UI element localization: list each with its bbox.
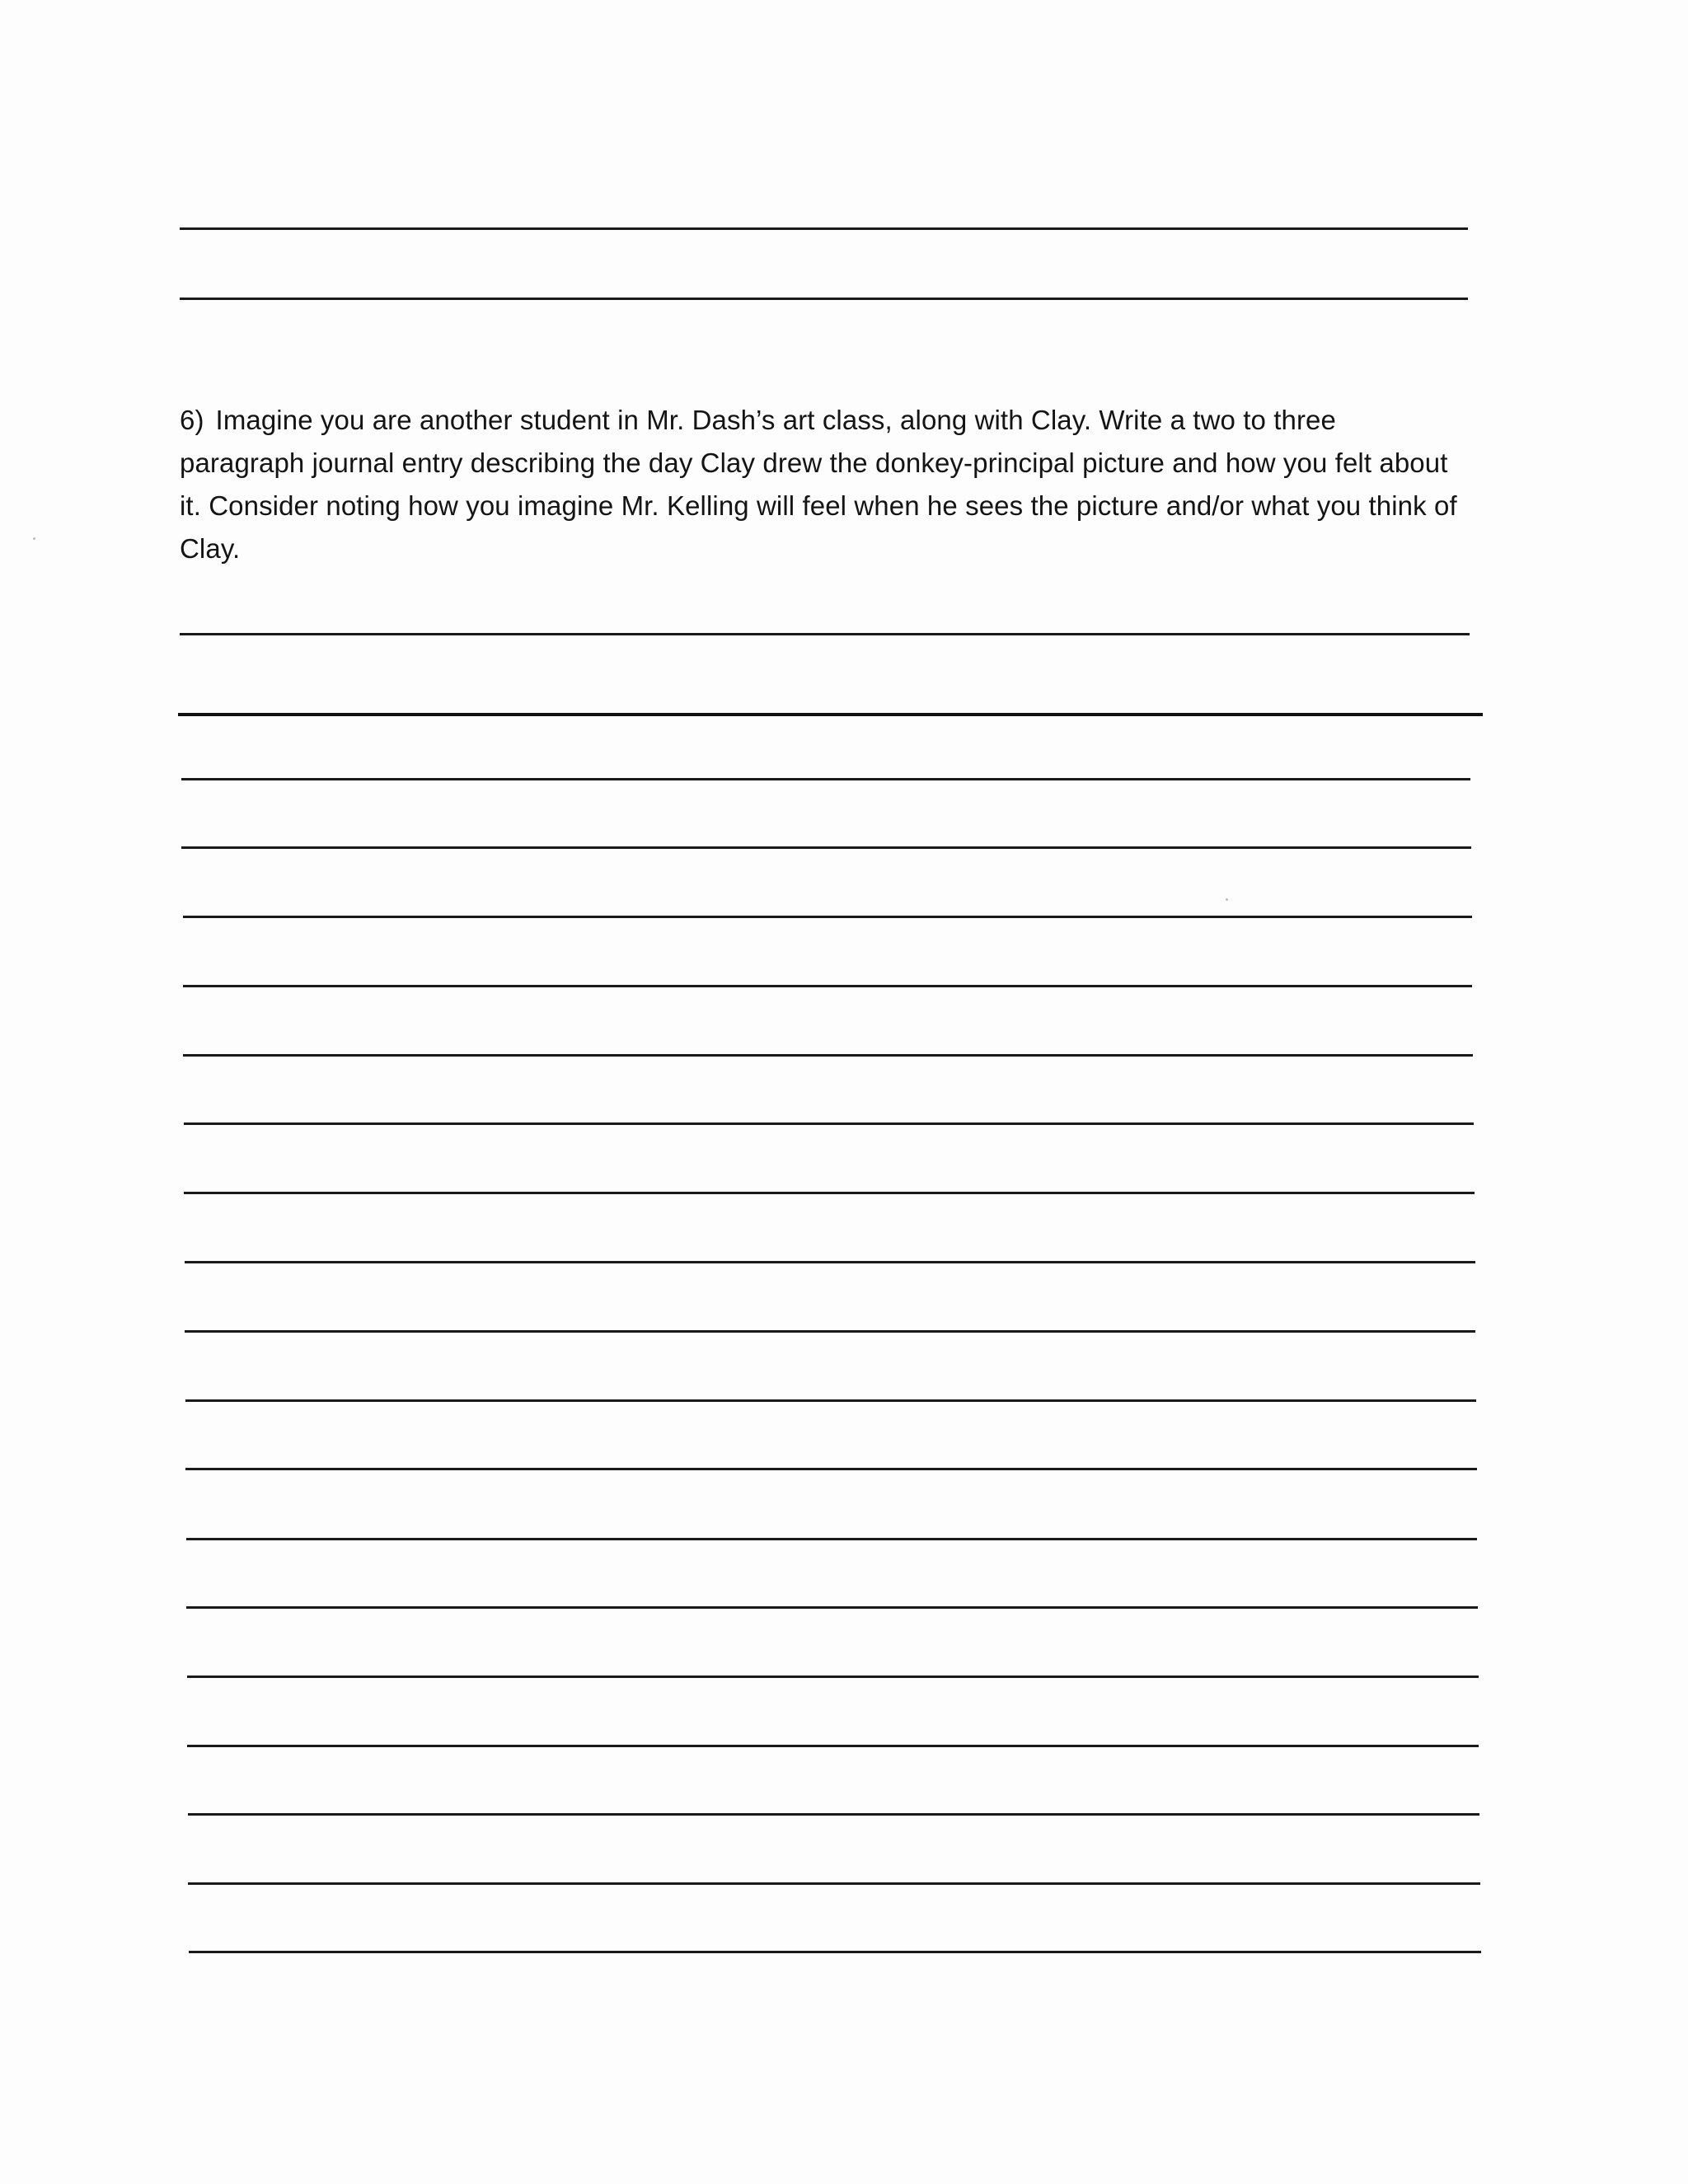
answer-line — [180, 633, 1470, 635]
answer-line — [187, 1745, 1479, 1747]
answer-line — [186, 1538, 1477, 1540]
answer-line — [178, 713, 1483, 716]
answer-line — [186, 1606, 1478, 1609]
answer-line — [184, 1122, 1474, 1125]
answer-line — [185, 1330, 1475, 1333]
answer-line — [185, 1468, 1477, 1470]
answer-line — [188, 1813, 1479, 1816]
answer-line — [180, 227, 1468, 230]
question-6-prompt — [180, 399, 1465, 570]
answer-line — [185, 1261, 1475, 1263]
answer-line — [187, 1675, 1479, 1678]
answer-line — [183, 985, 1472, 987]
answer-line — [185, 1399, 1476, 1402]
answer-line — [181, 778, 1470, 780]
answer-line — [183, 1054, 1473, 1057]
question-number: 6) — [180, 405, 204, 435]
answer-line — [189, 1951, 1481, 1953]
scan-speck — [33, 537, 35, 540]
answer-line — [180, 298, 1468, 300]
question-text: Imagine you are another student in Mr. Dash’s art class, along with Clay. Write a two to three paragraph journal entry describing the day Clay drew the donkey-principal picture and how you felt about it. Consider noting how you imagine Mr. Kelling will feel when he sees the picture and/or what you think of Clay. — [180, 405, 1457, 564]
answer-line — [181, 846, 1471, 849]
answer-line — [188, 1882, 1480, 1885]
answer-line — [184, 1192, 1475, 1194]
scan-speck — [1226, 898, 1228, 901]
answer-line — [183, 916, 1472, 918]
